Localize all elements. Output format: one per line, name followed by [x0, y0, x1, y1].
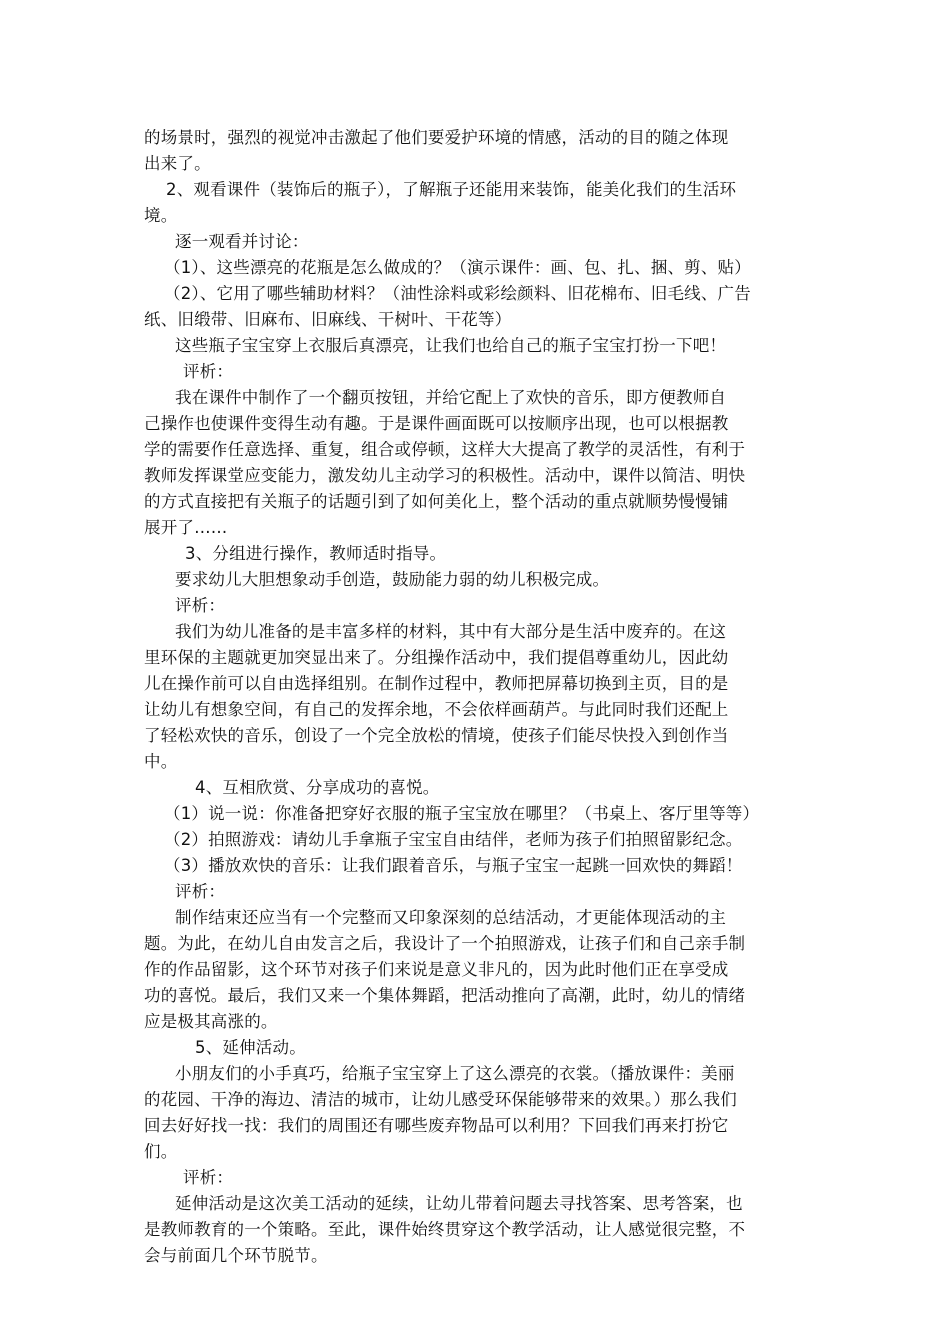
text-line: 是教师教育的一个策略。至此，课件始终贯穿这个教学活动，让人感觉很完整，不 — [144, 1220, 746, 1239]
text-line: 制作结束还应当有一个完整而又印象深刻的总结活动，才更能体现活动的主 — [175, 908, 727, 927]
text-line: （1）、这些漂亮的花瓶是怎么做成的？（演示课件：画、包、扎、捆、剪、贴） — [164, 258, 751, 277]
text-line: 境。 — [144, 206, 178, 225]
text-line: 我们为幼儿准备的是丰富多样的材料，其中有大部分是生活中废弃的。在这 — [175, 622, 727, 641]
text-line: 让幼儿有想象空间，有自己的发挥余地，不会依样画葫芦。与此同时我们还配上 — [144, 700, 729, 719]
text-line: 题。为此，在幼儿自由发言之后，我设计了一个拍照游戏，让孩子们和自己亲手制 — [144, 934, 746, 953]
text-line: 这些瓶子宝宝穿上衣服后真漂亮，让我们也给自己的瓶子宝宝打扮一下吧！ — [175, 336, 727, 355]
text-line: 会与前面几个环节脱节。 — [144, 1246, 328, 1265]
text-line: 中。 — [144, 752, 178, 771]
text-line: 5、延伸活动。 — [195, 1038, 306, 1057]
text-line: 里环保的主题就更加突显出来了。分组操作活动中，我们提倡尊重幼儿，因此幼 — [144, 648, 729, 667]
text-line: 小朋友们的小手真巧，给瓶子宝宝穿上了这么漂亮的衣裳。（播放课件：美丽 — [175, 1064, 735, 1083]
text-line: 2、观看课件（装饰后的瓶子），了解瓶子还能用来装饰，能美化我们的生活环 — [166, 180, 737, 199]
text-line: 逐一观看并讨论： — [175, 232, 309, 251]
text-line: 功的喜悦。最后，我们又来一个集体舞蹈，把活动推向了高潮，此时，幼儿的情绪 — [144, 986, 746, 1005]
text-line: 要求幼儿大胆想象动手创造，鼓励能力弱的幼儿积极完成。 — [175, 570, 610, 589]
text-line: 们。 — [144, 1142, 178, 1161]
text-line: 展开了…… — [144, 518, 228, 537]
text-line: 3、分组进行操作，教师适时指导。 — [185, 544, 447, 563]
text-line: 回去好好找一找：我们的周围还有哪些废弃物品可以利用？下回我们再来打扮它 — [144, 1116, 729, 1135]
text-line: 的方式直接把有关瓶子的话题引到了如何美化上，整个活动的重点就顺势慢慢铺 — [144, 492, 729, 511]
text-line: 评析： — [175, 596, 226, 615]
text-line: 出来了。 — [144, 154, 211, 173]
text-line: 的场景时，强烈的视觉冲击激起了他们要爱护环境的情感，活动的目的随之体现 — [144, 128, 729, 147]
text-line: （3）播放欢快的音乐：让我们跟着音乐，与瓶子宝宝一起跳一回欢快的舞蹈！ — [164, 856, 743, 875]
text-line: （2）、它用了哪些辅助材料？（油性涂料或彩绘颜料、旧花棉布、旧毛线、广告 — [164, 284, 751, 303]
text-line: （2）拍照游戏：请幼儿手拿瓶子宝宝自由结伴，老师为孩子们拍照留影纪念。 — [164, 830, 743, 849]
text-line: 作的作品留影，这个环节对孩子们来说是意义非凡的，因为此时他们正在享受成 — [144, 960, 729, 979]
text-line: 纸、旧缎带、旧麻布、旧麻线、干树叶、干花等） — [144, 310, 512, 329]
text-line: （1）说一说：你准备把穿好衣服的瓶子宝宝放在哪里？（书桌上、客厅里等等） — [164, 804, 760, 823]
text-line: 评析： — [175, 882, 226, 901]
text-line: 评析： — [183, 1168, 234, 1187]
text-line: 应是极其高涨的。 — [144, 1012, 278, 1031]
text-line: 教师发挥课堂应变能力，激发幼儿主动学习的积极性。活动中，课件以简洁、明快 — [144, 466, 746, 485]
text-line: 4、互相欣赏、分享成功的喜悦。 — [195, 778, 440, 797]
text-line: 学的需要作任意选择、重复，组合或停顿，这样大大提高了教学的灵活性，有利于 — [144, 440, 746, 459]
text-line: 己操作也使课件变得生动有趣。于是课件画面既可以按顺序出现，也可以根据教 — [144, 414, 729, 433]
text-line: 我在课件中制作了一个翻页按钮，并给它配上了欢快的音乐，即方便教师自 — [175, 388, 727, 407]
text-line: 儿在操作前可以自由选择组别。在制作过程中，教师把屏幕切换到主页，目的是 — [144, 674, 729, 693]
text-line: 的花园、干净的海边、清洁的城市，让幼儿感受环保能够带来的效果。）那么我们 — [144, 1090, 737, 1109]
text-line: 了轻松欢快的音乐，创设了一个完全放松的情境，使孩子们能尽快投入到创作当 — [144, 726, 729, 745]
text-line: 延伸活动是这次美工活动的延续，让幼儿带着问题去寻找答案、思考答案，也 — [175, 1194, 743, 1213]
text-line: 评析： — [183, 362, 234, 381]
